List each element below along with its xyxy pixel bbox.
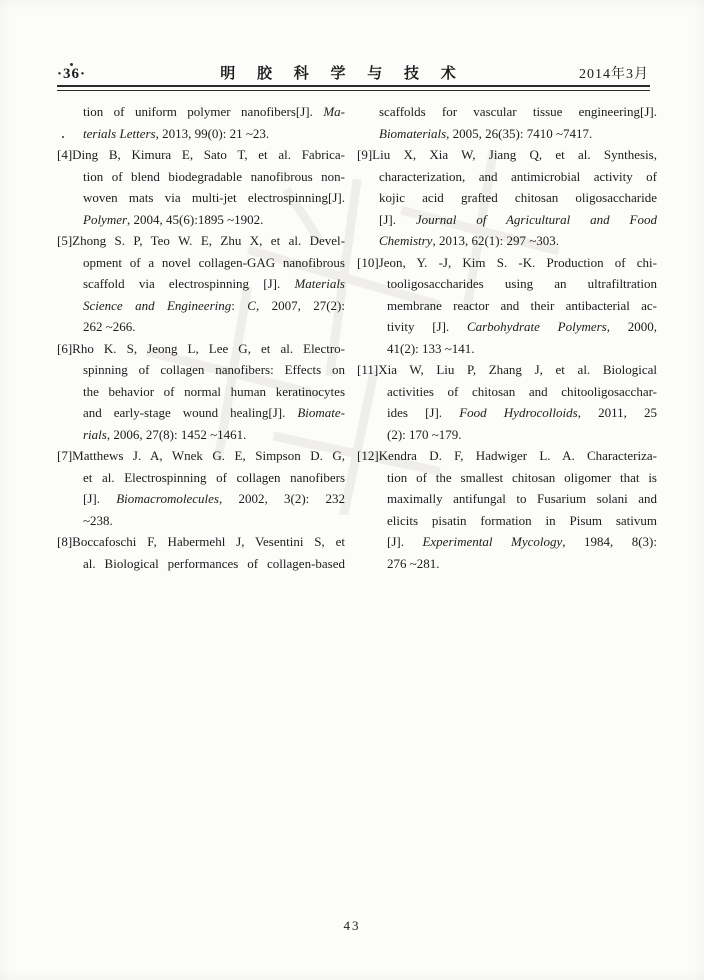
- reference-text: Jeon, Y. -J, Kim S. -K. Production of chi-: [378, 254, 657, 270]
- references-column-left: [57, 101, 345, 574]
- reference-text: [J].: [379, 211, 416, 227]
- reference-line: [357, 230, 657, 252]
- reference-line: [357, 445, 657, 467]
- reference-line: [57, 166, 345, 188]
- reference-entry: [57, 445, 345, 531]
- reference-text: Food Hydrocolloids: [459, 405, 578, 420]
- reference-text: Biomate-: [297, 405, 345, 420]
- reference-text: Rho K. S, Jeong L, Lee G, et al. Electro-: [72, 340, 345, 356]
- reference-entry: [57, 144, 345, 230]
- reference-line: [57, 467, 345, 489]
- reference-text: activities of chitosan and chitooligosacchar-: [387, 383, 657, 399]
- reference-line: [57, 424, 345, 446]
- page-label: ·36·: [57, 66, 87, 82]
- reference-line: [57, 553, 345, 575]
- reference-text: C: [247, 297, 256, 313]
- reference-line: [57, 402, 345, 424]
- reference-text: ~238.: [83, 512, 113, 528]
- reference-text: tivity [J].: [387, 319, 467, 334]
- reference-line: [357, 252, 657, 274]
- reference-text: membrane reactor and their antibacterial ac-: [387, 297, 657, 313]
- reference-text: kojic acid grafted chitosan oligosaccharide: [379, 190, 657, 205]
- reference-text: Matthews J. A, Wnek G. E, Simpson D. G,: [72, 448, 345, 463]
- reference-line: [57, 338, 345, 360]
- reference-text: , 2007, 27(2):: [255, 297, 345, 313]
- reference-text: al. Biological performances of collagen-based: [83, 555, 345, 571]
- reference-label: [4]: [57, 147, 73, 162]
- reference-entry: [57, 338, 345, 446]
- reference-text: rials: [83, 426, 107, 442]
- reference-text: tion of uniform polymer nanofibers[J].: [83, 104, 324, 119]
- reference-text: :: [231, 297, 248, 313]
- reference-text: and early-stage wound healing[J].: [83, 405, 298, 420]
- reference-text: , 2004, 45(6):1895 ~1902.: [127, 211, 264, 227]
- page-header: [57, 62, 649, 83]
- reference-line: [357, 424, 657, 446]
- reference-text: Zhong S. P, Teo W. E, Zhu X, et al. Devel-: [72, 233, 345, 248]
- reference-text: terials Letters: [83, 125, 156, 141]
- reference-text: tion of the smallest chitosan oligomer that is: [387, 469, 657, 485]
- reference-text: , 2011, 25: [577, 405, 657, 420]
- reference-label: [7]: [57, 448, 73, 463]
- reference-line: [57, 144, 345, 166]
- reference-line: [57, 316, 345, 338]
- reference-text: scaffolds for vascular tissue engineering[J].: [379, 104, 657, 119]
- reference-line: [357, 510, 657, 532]
- reference-line: [357, 209, 657, 231]
- reference-line: [357, 531, 657, 553]
- reference-text: Boccafoschi F, Habermehl J, Vesentini S, et: [72, 534, 345, 549]
- reference-label: [6]: [57, 340, 73, 356]
- reference-text: , 2002, 3(2): 232: [219, 491, 345, 506]
- reference-line: [357, 123, 657, 145]
- reference-text: [J].: [387, 534, 423, 549]
- reference-line: [357, 381, 657, 403]
- reference-entry: [357, 144, 657, 252]
- reference-line: [57, 123, 345, 145]
- reference-line: [357, 273, 657, 295]
- reference-line: [57, 273, 345, 295]
- reference-text: opment of a novel collagen-GAG nanofibrous: [83, 254, 345, 270]
- reference-text: the behavior of normal human keratinocytes: [83, 383, 345, 399]
- reference-text: Science and Engineering: [83, 297, 232, 313]
- reference-text: characterization, and antimicrobial activity of: [379, 168, 657, 184]
- reference-text: et al. Electrospinning of collagen nanofibers: [83, 469, 345, 485]
- reference-entry: [357, 101, 657, 144]
- reference-text: , 2000,: [606, 319, 658, 334]
- reference-text: elicits pisatin formation in Pisum sativum: [387, 512, 657, 528]
- references-section: [57, 101, 657, 574]
- reference-line: [57, 445, 345, 467]
- reference-text: tion of blend biodegradable nanofibrous non-: [83, 168, 345, 184]
- reference-label: [9]: [357, 147, 373, 162]
- issue-date: 2014年3月: [579, 67, 649, 82]
- reference-text: Ding B, Kimura E, Sato T, et al. Fabrica-: [72, 147, 345, 162]
- reference-text: woven mats via multi-jet electrospinning[J].: [83, 190, 345, 205]
- reference-text: ides [J].: [387, 405, 460, 420]
- reference-label: [10]: [357, 254, 379, 270]
- reference-line: [57, 381, 345, 403]
- reference-line: [57, 488, 345, 510]
- reference-text: 41(2): 133 ~141.: [387, 340, 475, 356]
- reference-line: [57, 359, 345, 381]
- reference-line: [357, 295, 657, 317]
- reference-text: Journal of Agricultural and Food: [415, 211, 657, 227]
- reference-text: , 2013, 62(1): 297 ~303.: [432, 233, 560, 248]
- reference-entry: [357, 445, 657, 574]
- reference-line: [357, 187, 657, 209]
- reference-text: Liu X, Xia W, Jiang Q, et al. Synthesis,: [372, 147, 657, 162]
- reference-text: maximally antifungal to Fusarium solani and: [387, 491, 657, 506]
- reference-line: [357, 316, 657, 338]
- reference-text: Biomaterials: [379, 125, 447, 141]
- header-rule: [57, 85, 650, 91]
- reference-line: [357, 467, 657, 489]
- reference-line: [357, 553, 657, 575]
- reference-text: Experimental Mycology: [422, 534, 563, 549]
- reference-line: [357, 402, 657, 424]
- references-column-right: [357, 101, 657, 574]
- reference-text: , 2005, 26(35): 7410 ~7417.: [446, 125, 593, 141]
- reference-entry: [57, 230, 345, 338]
- reference-line: [357, 101, 657, 123]
- reference-label: [11]: [357, 362, 379, 377]
- reference-text: [J].: [83, 491, 117, 506]
- reference-text: , 2013, 99(0): 21 ~23.: [155, 125, 270, 141]
- reference-line: [57, 531, 345, 553]
- reference-text: , 2006, 27(8): 1452 ~1461.: [106, 426, 247, 442]
- journal-title: 明 胶 科 学 与 技 术: [220, 66, 465, 82]
- reference-line: [357, 166, 657, 188]
- page-footer: [0, 918, 704, 934]
- reference-line: [57, 510, 345, 532]
- reference-line: [357, 359, 657, 381]
- reference-label: [5]: [57, 233, 73, 248]
- page-number: 43: [343, 918, 361, 933]
- reference-line: [57, 252, 345, 274]
- reference-entry: [57, 531, 345, 574]
- reference-label: [8]: [57, 534, 73, 549]
- reference-line: [57, 101, 345, 123]
- reference-label: [12]: [357, 448, 379, 463]
- reference-text: Ma-: [323, 104, 345, 119]
- reference-line: [357, 488, 657, 510]
- reference-text: Chemistry: [379, 233, 433, 248]
- reference-line: [57, 230, 345, 252]
- reference-text: Xia W, Liu P, Zhang J, et al. Biological: [378, 362, 657, 377]
- reference-text: , 1984, 8(3):: [562, 534, 657, 549]
- reference-entry: [57, 101, 345, 144]
- reference-text: (2): 170 ~179.: [387, 426, 462, 442]
- reference-text: Materials: [294, 276, 345, 291]
- reference-text: Biomacromolecules: [116, 491, 219, 506]
- reference-entry: [357, 252, 657, 360]
- reference-line: [57, 187, 345, 209]
- reference-text: scaffold via electrospinning [J].: [83, 276, 295, 291]
- reference-text: Kendra D. F, Hadwiger L. A. Characteriza-: [378, 448, 657, 463]
- reference-text: Polymer: [83, 211, 128, 227]
- reference-text: tooligosaccharides using an ultrafiltration: [387, 276, 657, 291]
- reference-line: [57, 295, 345, 317]
- reference-line: [57, 209, 345, 231]
- reference-line: [357, 144, 657, 166]
- reference-entry: [357, 359, 657, 445]
- reference-text: Carbohydrate Polymers: [466, 319, 607, 334]
- reference-text: 262 ~266.: [83, 319, 136, 334]
- reference-line: [357, 338, 657, 360]
- reference-text: 276 ~281.: [387, 555, 440, 571]
- reference-text: spinning of collagen nanofibers: Effects on: [83, 362, 345, 377]
